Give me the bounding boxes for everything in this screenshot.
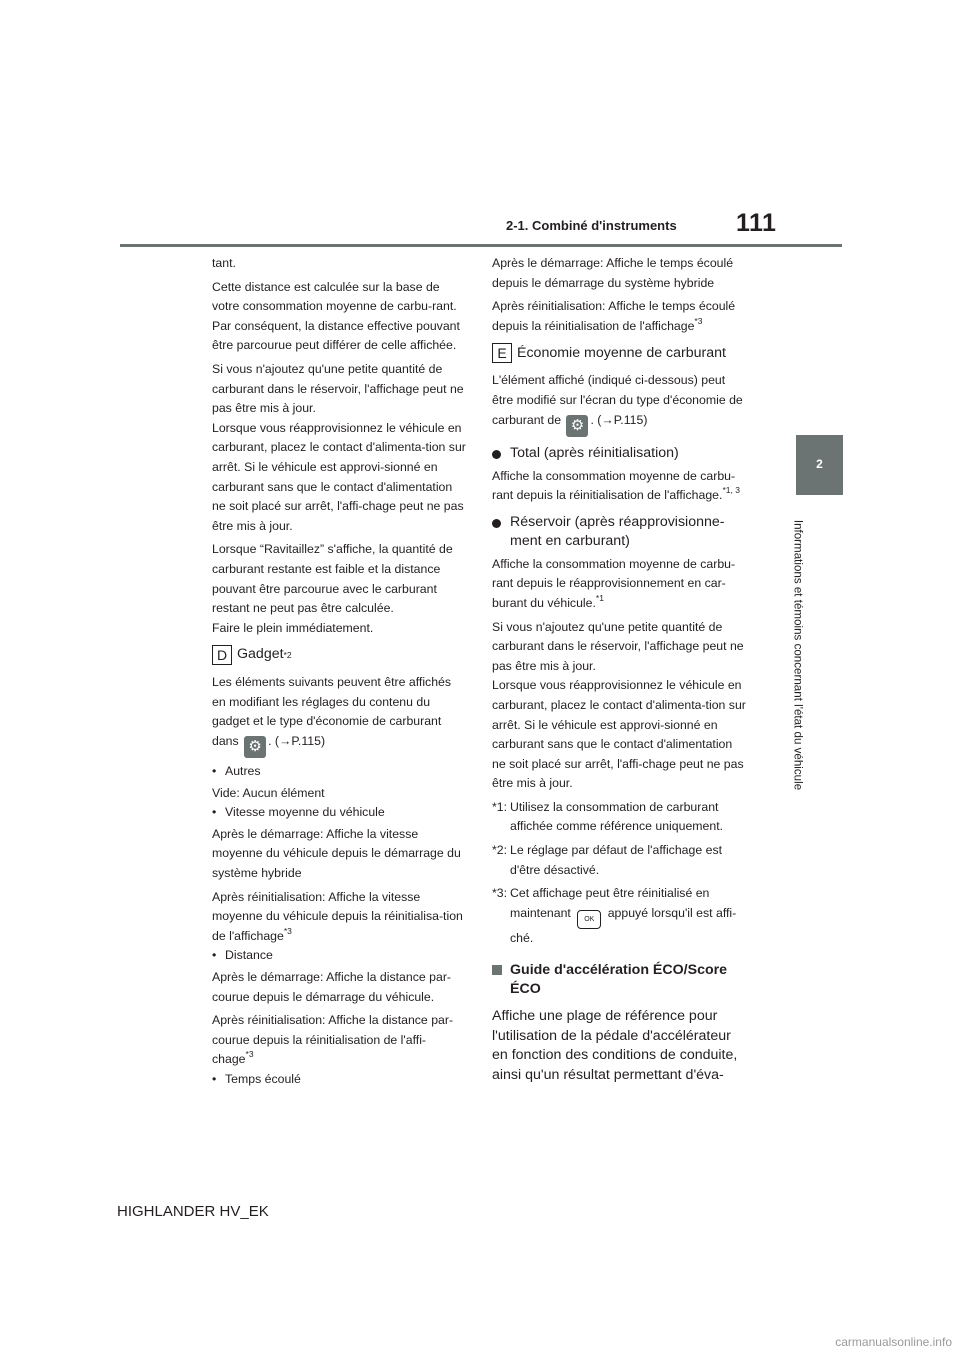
- ok-button-icon: OK: [577, 910, 601, 929]
- paragraph: [492, 555, 747, 614]
- paragraph: [212, 732, 467, 758]
- footnote-text: Cet affichage peut être réinitialisé en maintenant: [510, 886, 710, 920]
- chapter-title: [789, 500, 807, 810]
- paragraph: Affiche une plage de référence pour l'utilisation de la pédale d'accélérateur en fonction des conditions de conduite, ainsi qu'un résultat permettant d'éva-: [492, 1008, 738, 1083]
- footnote-mark: *3:: [492, 886, 508, 901]
- settings-gear-icon: ⚙: [566, 415, 588, 437]
- list-item: [212, 803, 467, 823]
- paragraph-text: Affiche la consommation moyenne de carbu-rant depuis le réapprovisionnement en car-burant du véhicule.: [492, 556, 736, 610]
- paragraph: [212, 1011, 467, 1070]
- list-item: [212, 762, 467, 782]
- subsection-title: Guide d'accélération ÉCO/Score ÉCO: [510, 962, 728, 998]
- right-column: [492, 254, 747, 1085]
- footnote-text: Utilisez la consommation de carburant affichée comme référence uniquement.: [510, 799, 724, 834]
- paragraph: Après le démarrage: Affiche la vitesse moyenne du véhicule depuis le démarrage du système hybride: [212, 826, 461, 881]
- paragraph: Après le démarrage: Affiche le temps écoulé depuis le démarrage du système hybride: [492, 256, 734, 290]
- bullet: •: [212, 805, 217, 820]
- page-reference: . (→P.115): [590, 412, 648, 427]
- chapter-title-text: Informations et témoins concernant l'état du véhicule: [791, 519, 805, 791]
- paragraph: Après le démarrage: Affiche la distance par-courue depuis le démarrage du véhicule.: [212, 970, 452, 1004]
- bullet-disc-icon: [492, 450, 501, 459]
- paragraph-text: Affiche la consommation moyenne de carbu-rant depuis la réinitialisation de l'affichage.: [492, 468, 736, 503]
- bullet: •: [212, 948, 217, 963]
- dans-text: dans: [212, 734, 239, 749]
- letter-e-box: E: [492, 343, 512, 363]
- footnote-mark: *1:: [492, 799, 508, 814]
- section-title: 2-1. Combiné d'instruments: [506, 218, 677, 233]
- paragraph: [492, 467, 747, 506]
- footnote-ref: *1: [595, 592, 604, 603]
- option-title: Total (après réinitialisation): [510, 444, 679, 461]
- paragraph: Cette distance est calculée sur la base de votre consommation moyenne de carbu-rant. Par conséquent, la distance effective pouvant être parcourue peut différer de celle affichée.: [212, 279, 460, 353]
- paragraph: tant.: [212, 256, 236, 270]
- paragraph: Lorsque “Ravitaillez” s'affiche, la quantité de carburant restante est faible et la distance pouvant être parcourue avec le carburant restant ne peut pas être calculée.: [212, 542, 453, 616]
- footnote: [492, 841, 747, 880]
- chapter-tab[interactable]: 2: [796, 435, 843, 495]
- bullet-disc-icon: [492, 519, 501, 528]
- header-rule: [120, 244, 842, 247]
- footnote-text: Le réglage par défaut de l'affichage est d'être désactivé.: [510, 843, 723, 877]
- item-e-heading: [492, 343, 747, 363]
- subsection-heading: [492, 961, 747, 999]
- footer-model: HIGHLANDER HV_EK: [117, 1203, 269, 1220]
- item-e-title: Économie moyenne de carburant: [517, 344, 726, 361]
- bullet: •: [212, 764, 217, 779]
- paragraph: Si vous n'ajoutez qu'une petite quantité de carburant dans le réservoir, l'affichage peut ne pas être mis à jour.: [212, 361, 464, 416]
- footnote-ref: *3: [283, 925, 292, 936]
- footnote-ref: *3: [694, 315, 703, 326]
- footer-site-link[interactable]: carmanualsonline.info: [835, 1335, 952, 1349]
- paragraph: Les éléments suivants peuvent être affichés en modifiant les réglages du contenu du gadget et le type d'économie de carburant: [212, 675, 452, 729]
- footnote: [492, 884, 747, 948]
- paragraph-text: L'élément affiché (indiqué ci-dessous) peut être modifié sur l'écran du type d'économie de carburant de: [492, 373, 743, 427]
- paragraph: Vide: Aucun élément: [212, 785, 325, 800]
- footnote-mark: *2:: [492, 843, 508, 858]
- paragraph: [492, 297, 747, 336]
- footnote-text: appuyé lorsqu'il est affi-ché.: [510, 905, 737, 945]
- footnote: [492, 798, 747, 837]
- option-heading: [492, 513, 747, 551]
- page-number: 111: [736, 209, 777, 237]
- paragraph: [492, 371, 747, 436]
- paragraph: Lorsque vous réapprovisionnez le véhicule en carburant, placez le contact d'alimenta-tion sur arrêt. Si le véhicule est approvi-sionné en carburant sans que le contact d'alimentation ne soit placé sur arrêt, l'affi-chage peut ne pas être mis à jour.: [492, 678, 746, 791]
- list-item: [212, 946, 467, 966]
- settings-gear-icon: ⚙: [244, 736, 266, 758]
- list-item: [212, 1070, 467, 1090]
- left-column: [212, 254, 467, 1092]
- square-bullet-icon: [492, 965, 502, 975]
- paragraph-text: Après réinitialisation: Affiche le temps écoulé depuis la réinitialisation de l'affichage: [492, 299, 736, 333]
- paragraph: Lorsque vous réapprovisionnez le véhicule en carburant, placez le contact d'alimenta-tion sur arrêt. Si le véhicule est approvi-sionné en carburant sans que le contact d'alimentation ne soit placé sur arrêt, l'affi-chage peut ne pas être mis à jour.: [212, 420, 466, 533]
- footnote-ref: *3: [245, 1049, 254, 1060]
- footnote-ref: *1, 3: [722, 485, 740, 496]
- item-d-title: Gadget: [237, 646, 284, 663]
- list-item-label: Vitesse moyenne du véhicule: [225, 805, 385, 820]
- option-title: Réservoir (après réapprovisionne-ment en carburant): [510, 513, 725, 549]
- paragraph: [212, 888, 467, 947]
- paragraph-text: Après réinitialisation: Affiche la vitesse moyenne du véhicule depuis la réinitialisa-tion de l'affichage: [212, 889, 463, 943]
- bullet: •: [212, 1071, 217, 1086]
- paragraph: Si vous n'ajoutez qu'une petite quantité de carburant dans le réservoir, l'affichage peut ne pas être mis à jour.: [492, 619, 744, 673]
- list-item-label: Autres: [225, 764, 261, 779]
- option-heading: [492, 444, 747, 463]
- list-item-label: Temps écoulé: [225, 1071, 301, 1086]
- item-d-heading: D Gadget *2: [212, 645, 467, 665]
- paragraph-text: Après réinitialisation: Affiche la distance par-courue depuis la réinitialisation de l'affi-chage: [212, 1013, 454, 1067]
- page-reference: . (→P.115): [268, 734, 326, 749]
- paragraph: Faire le plein immédiatement.: [212, 620, 374, 635]
- letter-d-box: D: [212, 645, 232, 665]
- list-item-label: Distance: [225, 948, 273, 963]
